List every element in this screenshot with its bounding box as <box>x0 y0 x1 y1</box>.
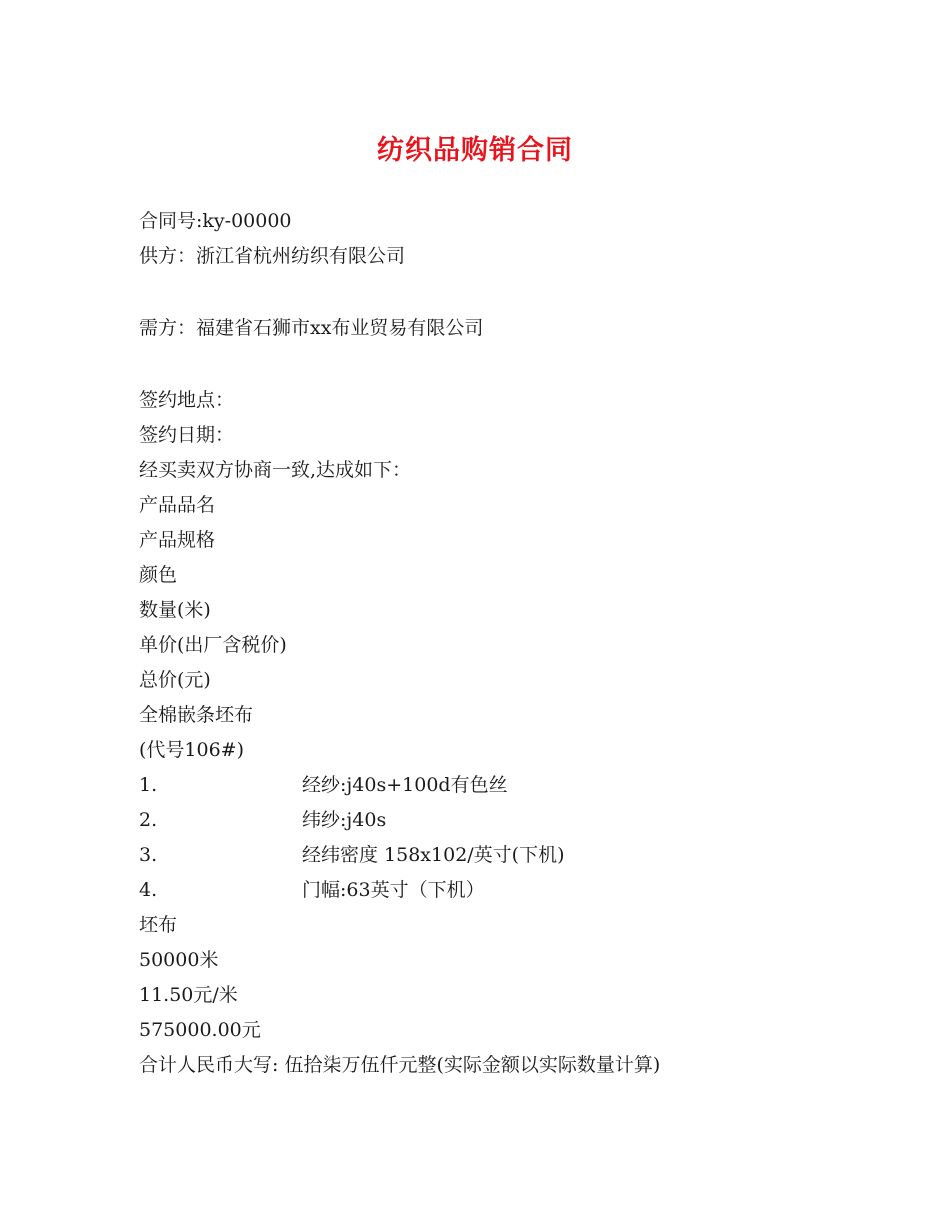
buyer-line: 需方：福建省石狮市xx布业贸易有限公司 <box>139 317 484 339</box>
column-quantity: 数量(米) <box>139 599 211 621</box>
spec-number: 4. <box>139 879 158 901</box>
sign-place-line: 签约地点： <box>139 389 235 411</box>
total-in-words: 合计人民币大写: 伍拾柒万伍仟元整(实际金额以实际数量计算) <box>139 1054 661 1076</box>
column-product-spec: 产品规格 <box>139 529 216 551</box>
column-product-name: 产品品名 <box>139 494 216 516</box>
column-unit-price: 单价(出厂含税价) <box>139 634 287 656</box>
spec-text: 门幅:63英寸（下机） <box>302 879 485 901</box>
contract-body <box>139 204 879 1083</box>
spec-item <box>139 768 879 803</box>
spec-item <box>139 803 879 838</box>
spec-text: 经纬密度 158x102/英寸(下机) <box>302 844 565 866</box>
product-total: 575000.00元 <box>139 1019 261 1041</box>
product-color: 坯布 <box>139 914 178 936</box>
product-name: 全棉嵌条坯布 <box>139 704 254 726</box>
spacer <box>139 274 879 311</box>
product-quantity: 50000米 <box>139 949 219 971</box>
spacer <box>139 346 879 383</box>
document-title: 纺织品购销合同 <box>377 135 573 166</box>
spec-text: 经纱:j40s+100d有色丝 <box>302 774 508 796</box>
product-code: (代号106#) <box>139 739 245 761</box>
spec-number: 2. <box>139 809 158 831</box>
product-unit-price: 11.50元/米 <box>139 984 238 1006</box>
column-total: 总价(元) <box>139 669 211 691</box>
spec-number: 1. <box>139 774 158 796</box>
supplier-line: 供方：浙江省杭州纺织有限公司 <box>139 245 406 267</box>
contract-number: 合同号:ky-00000 <box>139 210 292 232</box>
spec-item <box>139 838 879 873</box>
spec-text: 纬纱:j40s <box>302 809 387 831</box>
spec-number: 3. <box>139 844 158 866</box>
column-color: 颜色 <box>139 564 178 586</box>
spec-item <box>139 873 879 908</box>
agreement-line: 经买卖双方协商一致,达成如下： <box>139 459 412 481</box>
sign-date-line: 签约日期： <box>139 424 235 446</box>
